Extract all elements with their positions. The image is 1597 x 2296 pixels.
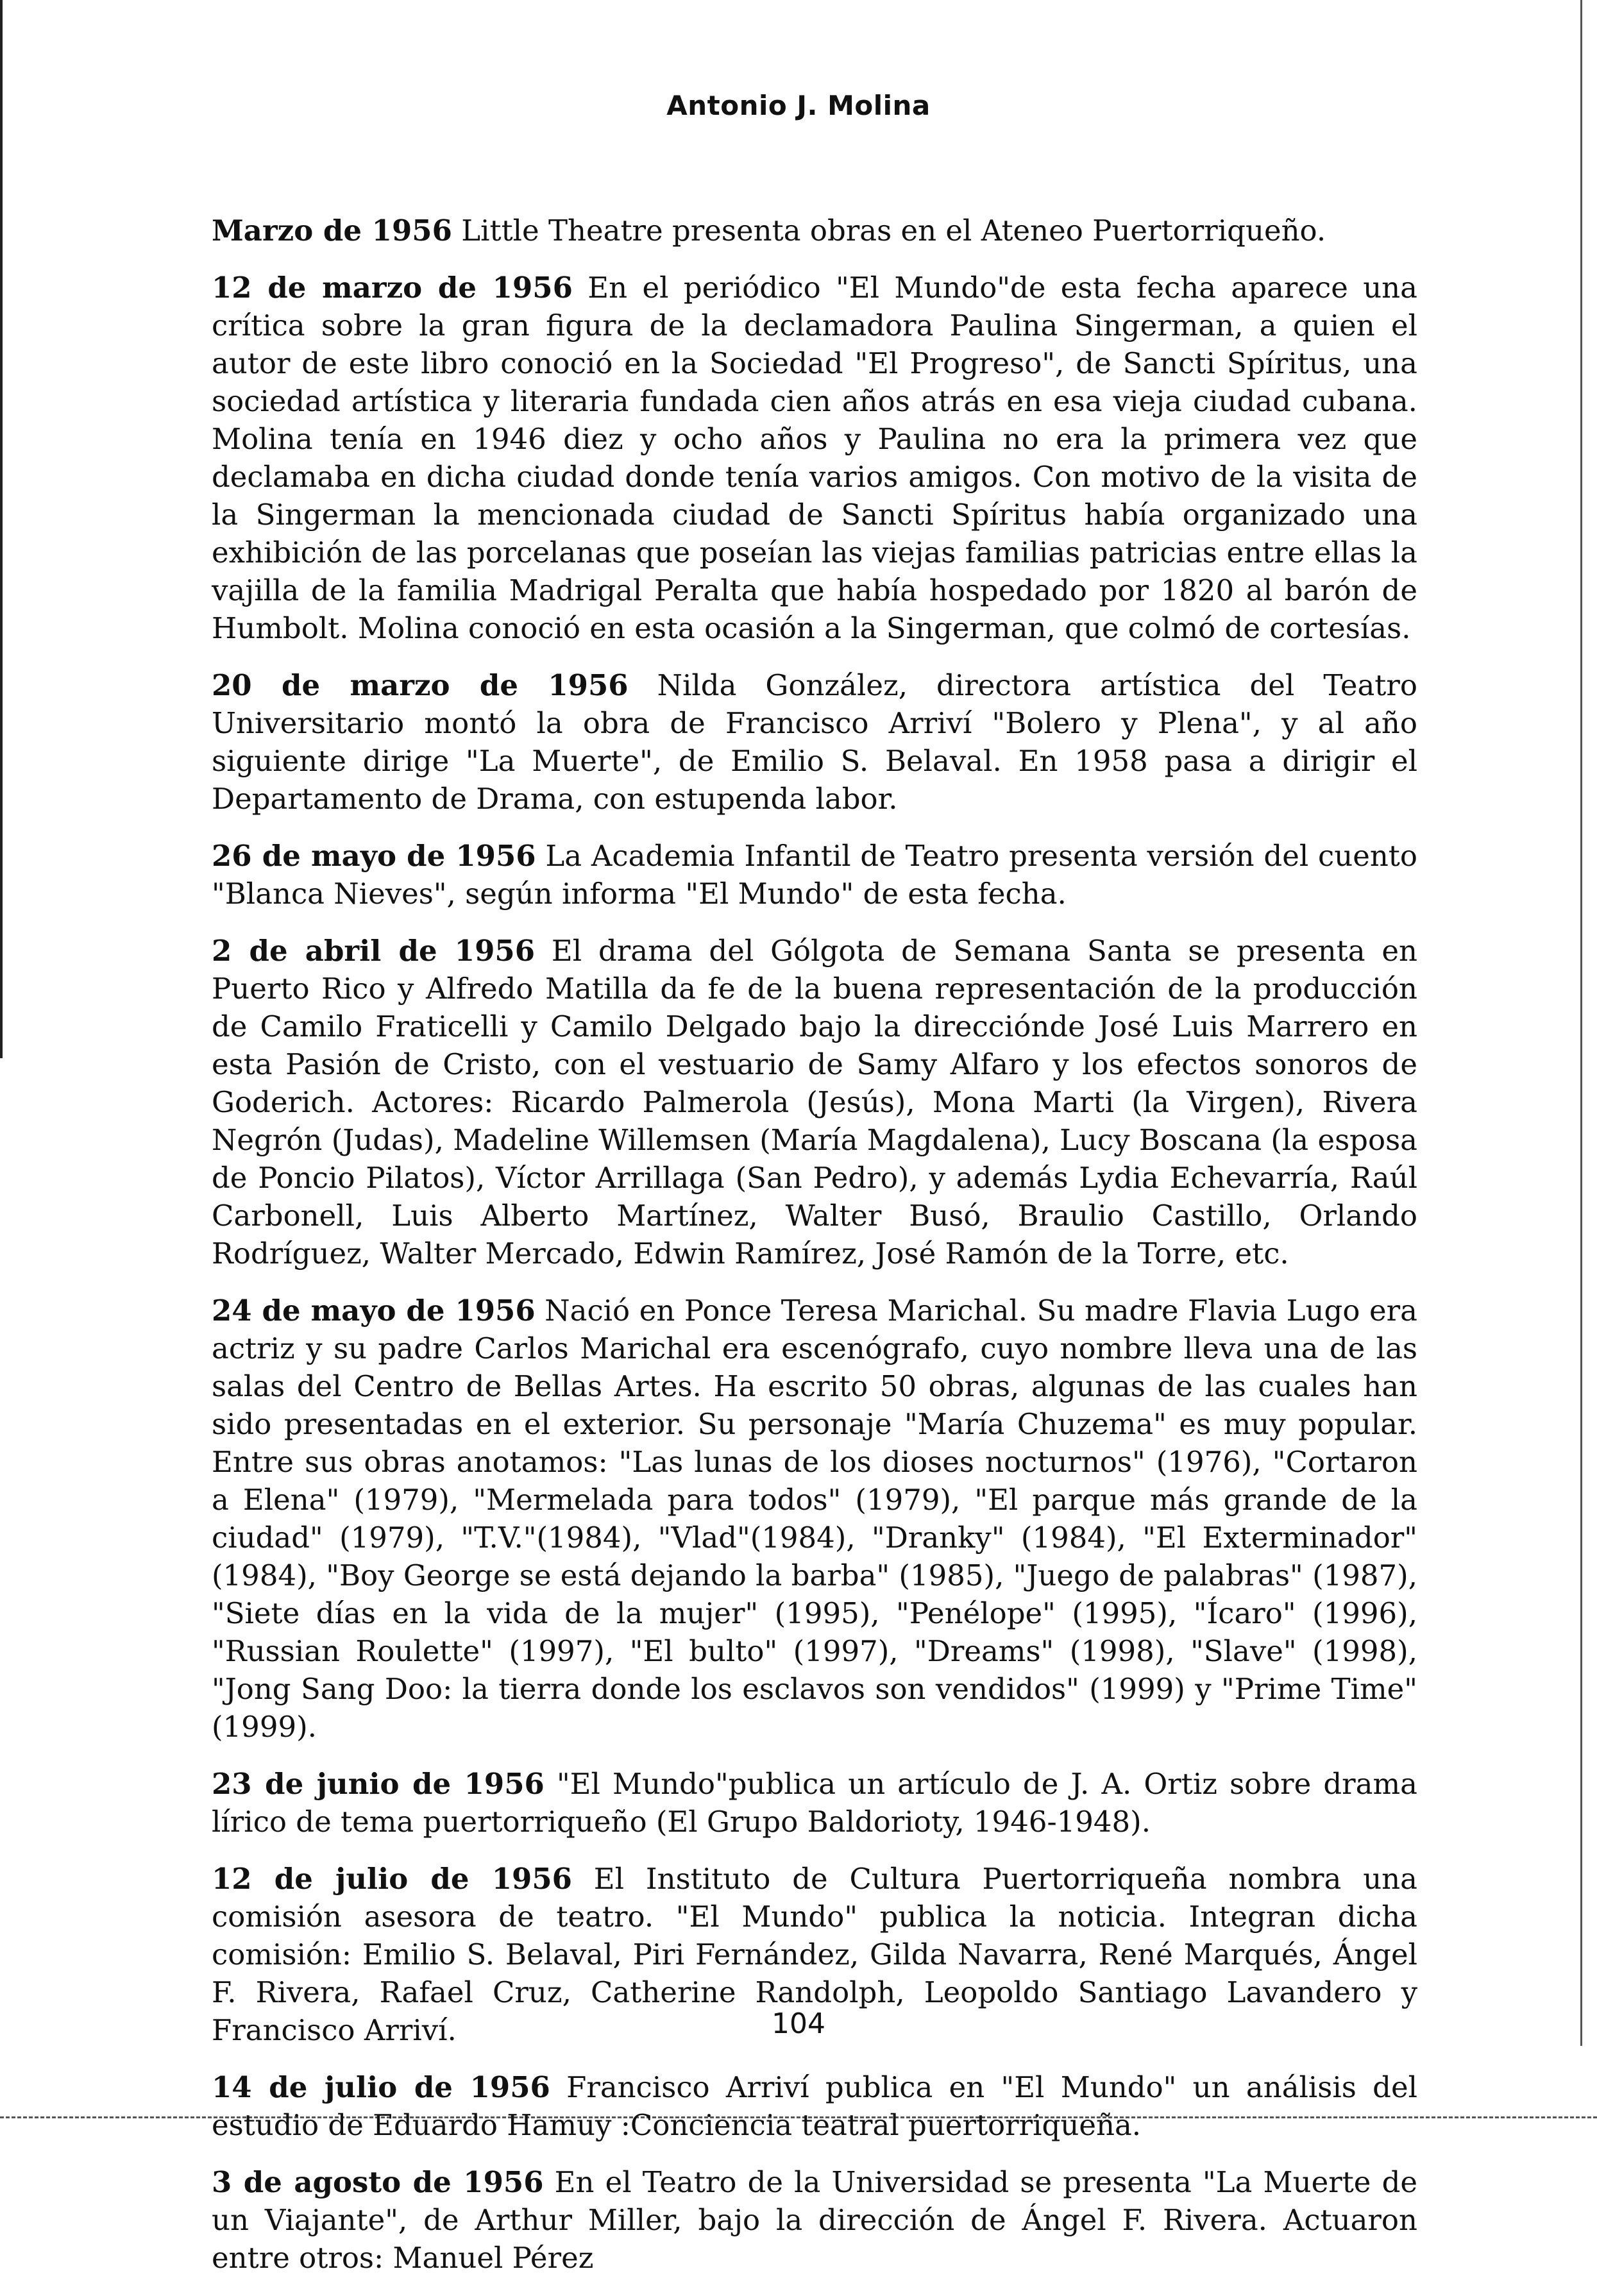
entry-text: Nació en Ponce Teresa Marichal. Su madre Flavia Lugo era actriz y su padre Carlos Marichal era escenógrafo, cuyo nombre lleva una de las salas del Centro de Bellas Artes. Ha escrito 50 obras, algunas de las cuales han sido presentadas en el exterior. Su personaje "María Chuzema" es muy popular. Entre sus obras anotamos: "Las lunas de los dioses nocturnos" (1976), "Cortaron a Elena" (1979), "Mermelada para todos" (1979), "El parque más grande de la ciudad" (1979), "T.V."(1984), "Vlad"(1984), "Dranky" (1984), "El Exterminador" (1984), "Boy George se está dejando la barba" (1985), "Juego de palabras" (1987), "Siete días en la vida de la mujer" (1995), "Penélope" (1995), "Ícaro" (1996), "Russian Roulette" (1997), "El bulto" (1997), "Dreams" (1998), "Slave" (1998), "Jong Sang Doo: la tierra donde los esclavos son vendidos" (1999) y "Prime Time" (1999).: [212, 1294, 1418, 1744]
page-body: [212, 212, 1417, 2296]
chronology-entry: [212, 666, 1417, 818]
entry-date: 23 de junio de 1956: [212, 1767, 545, 1801]
entry-date: 12 de julio de 1956: [212, 1862, 572, 1896]
chronology-entry: [212, 269, 1417, 647]
entry-text: El drama del Gólgota de Semana Santa se presenta en Puerto Rico y Alfredo Matilla da fe de la buena representación de la producción de Camilo Fraticelli y Camilo Delgado bajo la direccióndе José Luis Marrero en esta Pasión de Cristo, con el vestuario de Samy Alfaro y los efectos sonoros de Goderich. Actores: Ricardo Palmerola (Jesús), Mona Marti (la Virgen), Rivera Negrón (Judas), Madeline Willemsen (María Magdalena), Lucy Boscana (la esposa de Poncio Pilatos), Víctor Arrillaga (San Pedro), y además Lydia Echevarría, Raúl Carbonell, Luis Alberto Martínez, Walter Busó, Braulio Castillo, Orlando Rodríguez, Walter Mercado, Edwin Ramírez, José Ramón de la Torre, etc.: [212, 934, 1417, 1270]
chronology-entry: [212, 212, 1417, 249]
chronology-entry: [212, 1292, 1417, 1746]
entry-text: Little Theatre presenta obras en el Ateneo Puertorriqueño.: [452, 214, 1326, 248]
entry-text: El Instituto de Cultura Puertorriqueña nombra una comisión asesora de teatro. "El Mundo" publica la noticia. Integran dicha comisión: Emilio S. Belaval, Piri Fernández, Gilda Navarra, René Marqués, Ángel F. Rivera, Rafael Cruz, Catherine Randolph, Leopoldo Santiago Lavandero y Francisco Arriví.: [212, 1862, 1417, 2047]
entry-date: 24 de mayo de 1956: [212, 1294, 536, 1328]
entry-date: 20 de marzo de 1956: [212, 668, 629, 702]
entry-text: Nilda González, directora artística del Teatro Universitario montó la obra de Francisco Arriví "Bolero y Plena", y al año siguiente dirige "La Muerte", de Emilio S. Belaval. En 1958 pasa a dirigir el Departamento de Drama, con estupenda labor.: [212, 668, 1417, 816]
chronology-entry: [212, 932, 1417, 1272]
entry-text: En el periódico "El Mundo"de esta fecha aparece una crítica sobre la gran figura de la declamadora Paulina Singerman, a quien el autor de este libro conoció en la Sociedad "El Progreso", de Sancti Spíritus, una sociedad artística y literaria fundada cien años atrás en esa vieja ciudad cubana. Molina tenía en 1946 diez y ocho años y Paulina no era la primera vez que declamaba en dicha ciudad donde tenía varios amigos. Con motivo de la visita de la Singerman la mencionada ciudad de Sancti Spíritus había organizado una exhibición de las porcelanas que poseían las viejas familias patricias entre ellas la vajilla de la familia Madrigal Peralta que había hospedado por 1820 al barón de Humbolt. Molina conoció en esta ocasión a la Singerman, que colmó de cortesías.: [212, 271, 1417, 645]
entry-text: La Academia Infantil de Teatro presenta versión del cuento "Blanca Nieves", según informa "El Mundo" de esta fecha.: [212, 839, 1417, 911]
entry-date: 26 de mayo de 1956: [212, 839, 536, 873]
page-left-edge: [0, 0, 3, 1058]
entry-date: 3 de agosto de 1956: [212, 2165, 544, 2199]
chronology-entry: [212, 1765, 1417, 1841]
chronology-entry: [212, 2163, 1417, 2277]
entry-text: "El Mundo"publica un artículo de J. A. Ortiz sobre drama lírico de tema puertorriqueño (El Grupo Baldorioty, 1946-1948).: [212, 1767, 1417, 1839]
page-right-edge: [1580, 0, 1582, 2046]
entry-text: Francisco Arriví publica en "El Mundo" un análisis del estudio de Eduardo Hamuy :Conciencia teatral puertorriqueña.: [212, 2070, 1417, 2142]
entry-date: 14 de julio de 1956: [212, 2070, 550, 2104]
entry-date: 12 de marzo de 1956: [212, 271, 573, 305]
entry-date: 2 de abril de 1956: [212, 934, 536, 968]
entry-date: Marzo de 1956: [212, 214, 452, 248]
chronology-entry: [212, 2068, 1417, 2144]
page-number: 104: [772, 2007, 825, 2040]
chronology-entry: [212, 837, 1417, 913]
running-header: Antonio J. Molina: [666, 90, 931, 121]
entry-text: En el Teatro de la Universidad se presenta "La Muerte de un Viajante", de Arthur Miller, bajo la dirección de Ángel F. Rivera. Actuaron entre otros: Manuel Pérez: [212, 2165, 1418, 2275]
